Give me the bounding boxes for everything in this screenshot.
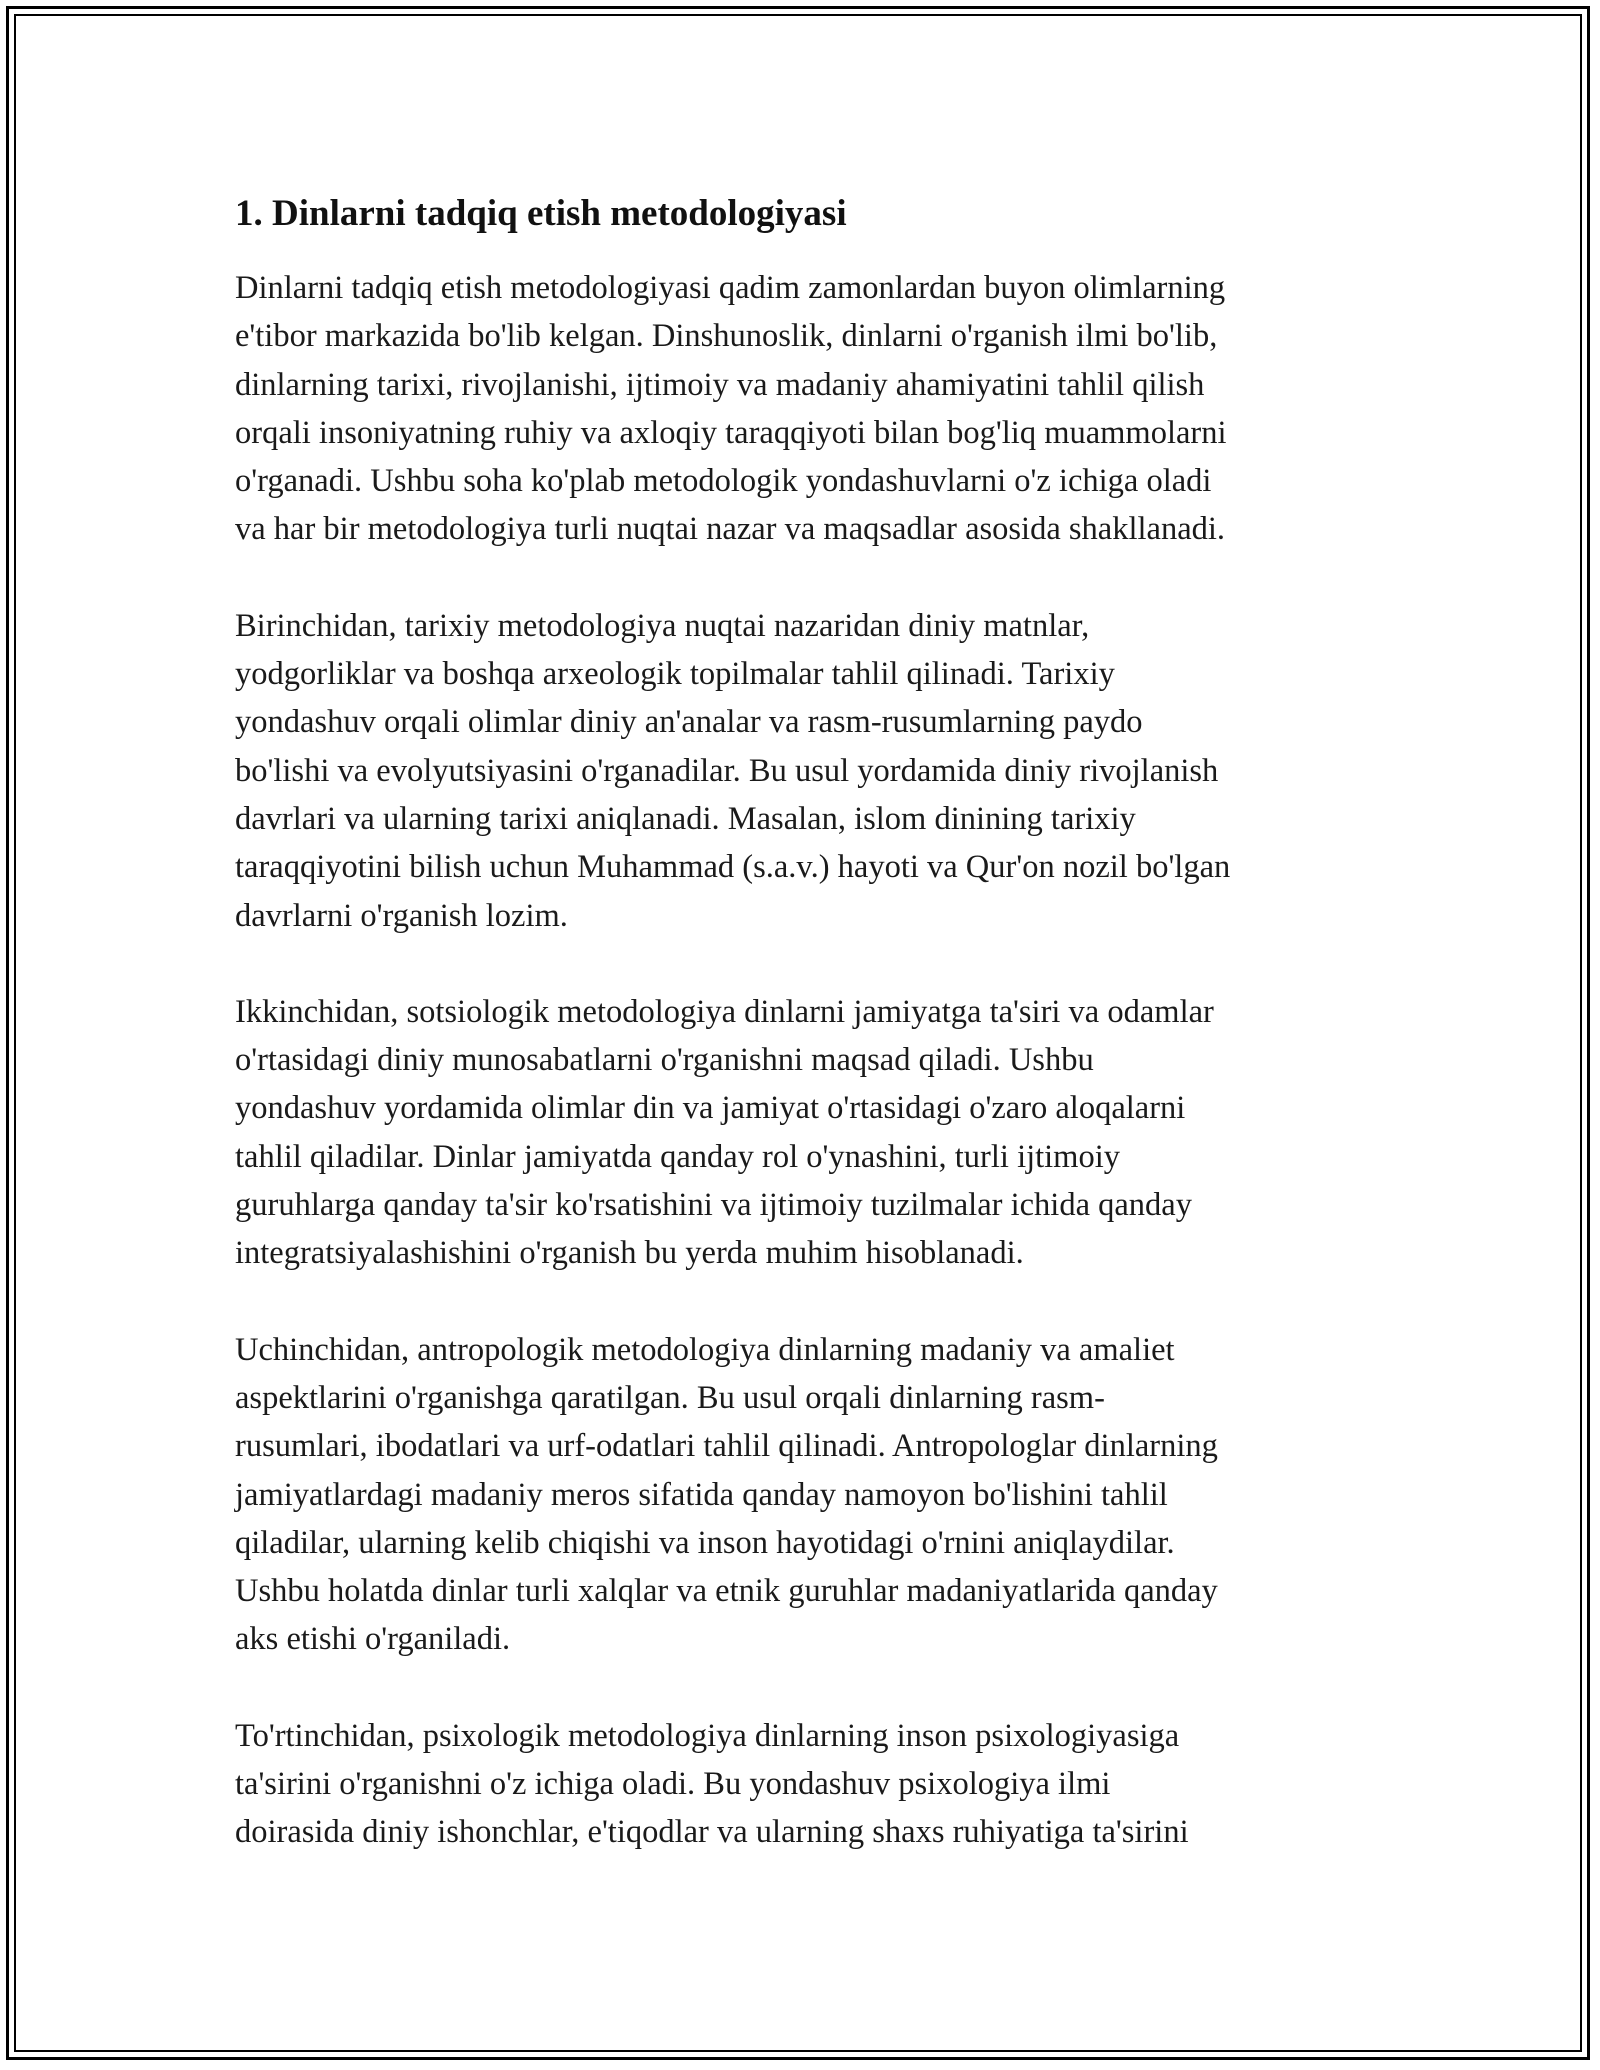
- paragraph-anthropological: Uchinchidan, antropologik metodologiya dinlarning madaniy va amaliet aspektlarini o'rganishga qaratilgan. Bu usul orqali dinlarning rasm- rusumlari, ibodatlari va urf-odatlari tahlil qilinadi. Antropologlar dinlarning jamiyatlardagi madaniy meros sifatida qanday namoyon bo'lishini tahlil qiladilar, ularning kelib chiqishi va inson hayotidagi o'rnini aniqlaydilar. Ushbu holatda dinlar turli xalqlar va etnik guruhlar madaniyatlarida qanday aks etishi o'rganiladi.: [235, 1331, 1218, 1658]
- document-body: [235, 186, 1365, 1905]
- paragraph-intro: Dinlarni tadqiq etish metodologiyasi qadim zamonlardan buyon olimlarning e'tibor markazida bo'lib kelgan. Dinshunoslik, dinlarni o'rganish ilmi bo'lib, dinlarning tarixi, rivojlanishi, ijtimoiy va madaniy ahamiyatini tahlil qilish orqali insoniyatning ruhiy va axloqiy taraqqiyoti bilan bog'liq muammolarni o'rganadi. Ushbu soha ko'plab metodologik yondashuvlarni o'z ichiga oladi va har bir metodologiya turli nuqtai nazar va maqsadlar asosida shakllanadi.: [235, 270, 1227, 548]
- paragraph-psychological: To'rtinchidan, psixologik metodologiya dinlarning inson psixologiyasiga ta'sirini o'rganishni o'z ichiga oladi. Bu yondashuv psixologiya ilmi doirasida diniy ishonchlar, e'tiqodlar va ularning shaxs ruhiyatiga ta'sirini: [235, 1717, 1189, 1851]
- paragraph-sociological: Ikkinchidan, sotsiologik metodologiya dinlarni jamiyatga ta'siri va odamlar o'rtasidagi diniy munosabatlarni o'rganishni maqsad qiladi. Ushbu yondashuv yordamida olimlar din va jamiyat o'rtasidagi o'zaro aloqalarni tahlil qiladilar. Dinlar jamiyatda qanday rol o'ynashini, turli ijtimoiy guruhlarga qanday ta'sir ko'rsatishini va ijtimoiy tuzilmalar ichida qanday integratsiyalashishini o'rganish bu yerda muhim hisoblanadi.: [235, 993, 1214, 1272]
- paragraph-historical: Birinchidan, tarixiy metodologiya nuqtai nazaridan diniy matnlar, yodgorliklar va boshqa arxeologik topilmalar tahlil qilinadi. Tarixiy yondashuv orqali olimlar diniy an'analar va rasm-rusumlarning paydo bo'lishi va evolyutsiyasini o'rganadilar. Bu usul yordamida diniy rivojlanish davrlari va ularning tarixi aniqlanadi. Masalan, islom dinining tarixiy taraqqiyotini bilish uchun Muhammad (s.a.v.) hayoti va Qur'on nozil bo'lgan davrlarni o'rganish lozim.: [235, 607, 1231, 934]
- section-heading: 1. Dinlarni tadqiq etish metodologiyasi: [235, 193, 847, 234]
